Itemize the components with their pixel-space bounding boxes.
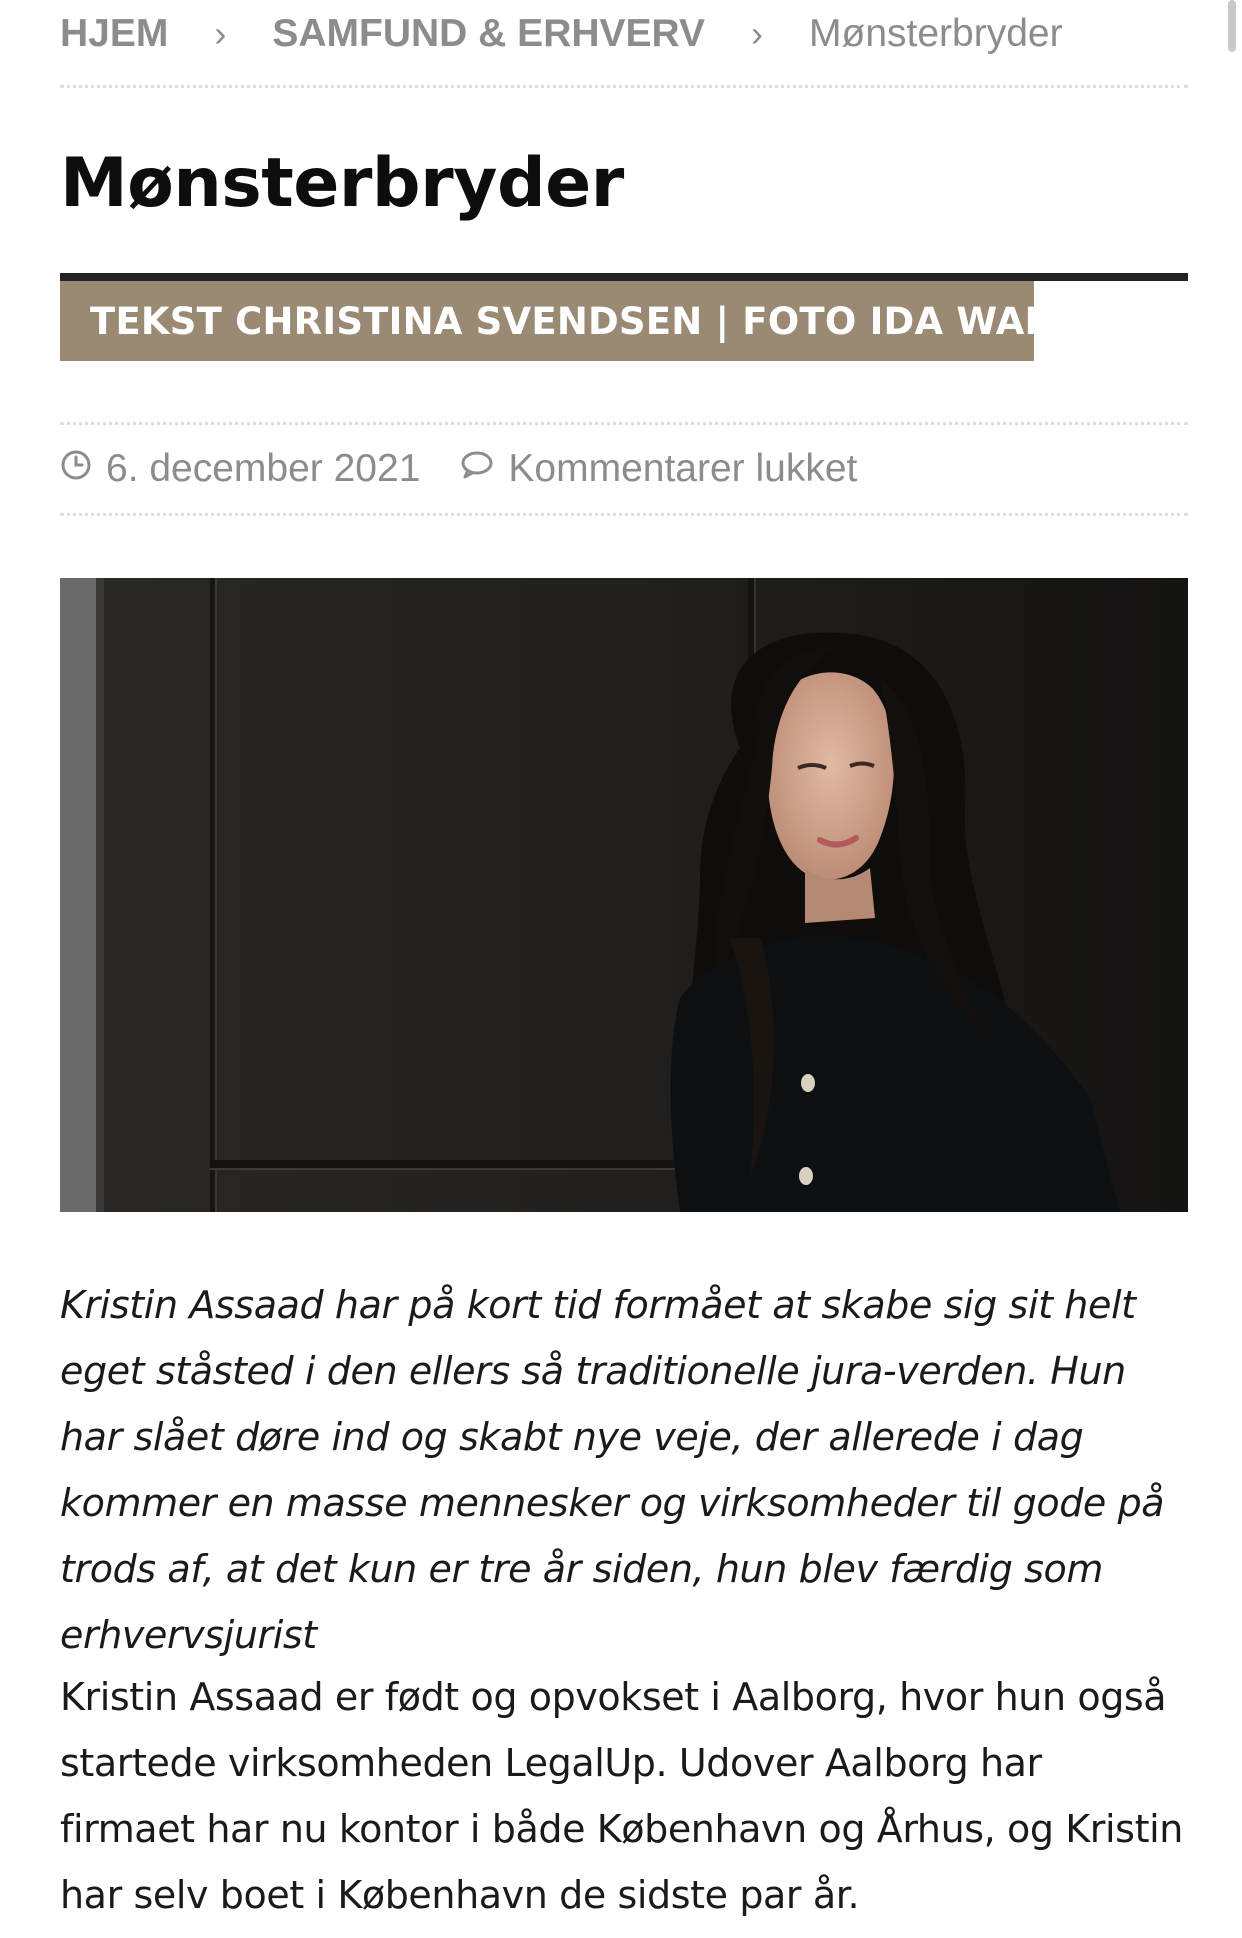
photo-illustration — [60, 578, 1188, 1212]
post-date-text: 6. december 2021 — [106, 447, 421, 490]
breadcrumb-current: Mønsterbryder — [809, 11, 1063, 55]
chevron-right-icon: › — [214, 12, 227, 54]
post-comments-text[interactable]: Kommentarer lukket — [508, 447, 858, 490]
hero-photo — [60, 578, 1188, 1212]
post-date — [60, 447, 420, 491]
breadcrumb-home-link[interactable]: HJEM — [60, 11, 169, 55]
clock-icon — [60, 447, 92, 491]
page-title: Mønsterbryder — [60, 144, 624, 223]
breadcrumb-category-link[interactable]: SAMFUND & ERHVERV — [272, 11, 706, 55]
chevron-right-icon: › — [751, 12, 764, 54]
post-comments[interactable] — [460, 447, 857, 491]
byline-badge: TEKST CHRISTINA SVENDSEN | FOTO IDA WANG — [60, 281, 1034, 361]
breadcrumb — [60, 0, 1188, 88]
speech-bubble-icon — [460, 447, 494, 491]
scrollbar[interactable] — [1228, 0, 1236, 52]
post-meta — [60, 422, 1188, 516]
article-lead: Kristin Assaad har på kort tid formået at skabe sig sit helt eget ståsted i den ellers så traditionelle jura-verden. Hun har slået døre ind og skabt nye veje, der allerede i dag kommer en masse mennesker og virksomheder til gode på trods af, at det kun er tre år siden, hun blev færdig som erhvervsjurist — [60, 1283, 1165, 1657]
article-paragraph: Kristin Assaad er født og opvokset i Aalborg, hvor hun også startede virksomheden LegalUp. Udover Aalborg har firmaet har nu kontor i både København og Århus, og Kristin har selv boet i København de sidste par år. — [60, 1675, 1183, 1917]
title-divider — [60, 273, 1188, 281]
